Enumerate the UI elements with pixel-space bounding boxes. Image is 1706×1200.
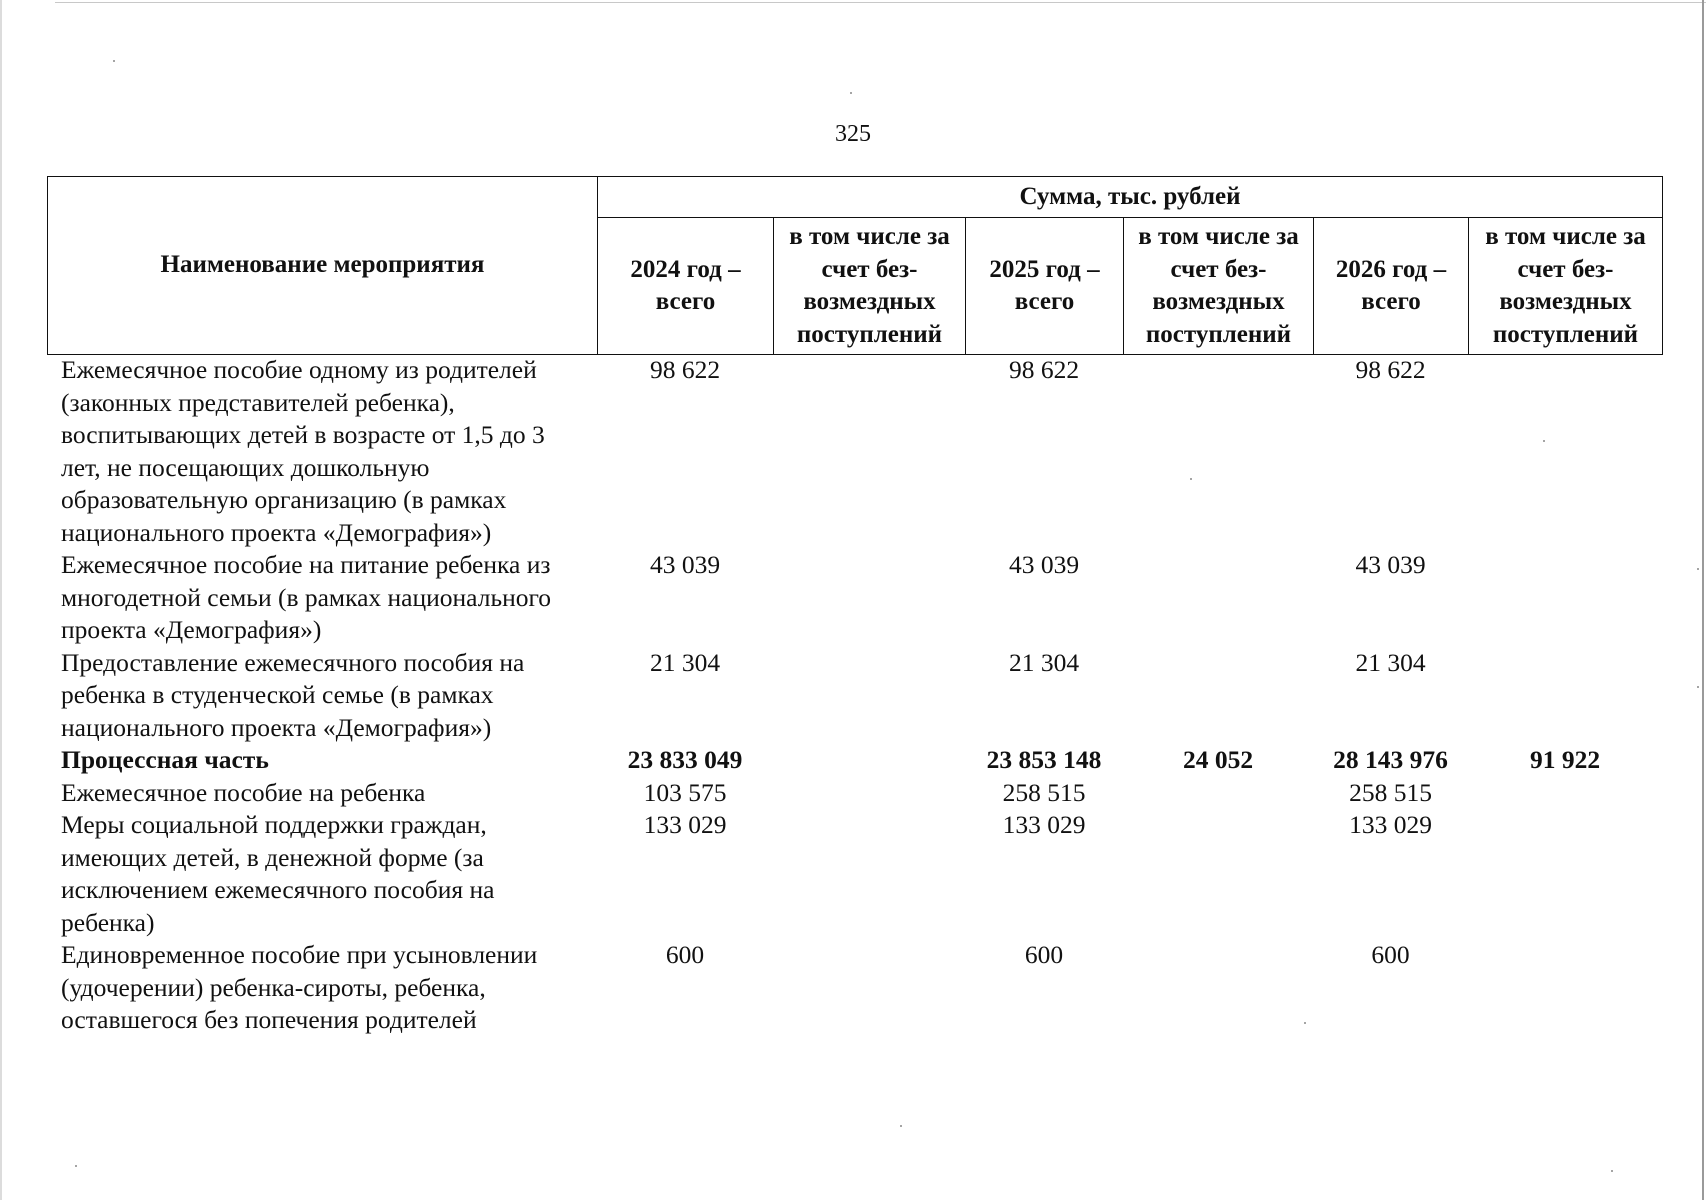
column-header-2025-gratuitous: в том числе за счет без-возмездных поступлений xyxy=(1124,218,1314,355)
cell-2026-gratuitous xyxy=(1468,647,1662,745)
cell-2026-gratuitous: 91 922 xyxy=(1529,745,1601,774)
column-header-name: Наименование мероприятия xyxy=(48,177,598,355)
cell-2026-total: 21 304 xyxy=(1355,647,1426,677)
cell-2025-total: 43 039 xyxy=(1008,550,1080,579)
cell-2025-total: 133 029 xyxy=(1002,810,1086,839)
table-body xyxy=(47,354,1662,1037)
scan-speck xyxy=(75,1165,77,1167)
row-name: Ежемесячное пособие на ребенка xyxy=(61,777,426,807)
cell-2024-gratuitous xyxy=(773,809,965,939)
column-header-2024-gratuitous: в том числе за счет без-возмездных поступлений xyxy=(774,218,966,355)
page-border-top xyxy=(55,2,1706,3)
cell-2024-total: 133 029 xyxy=(643,810,727,839)
cell-2024-total: 600 xyxy=(665,940,705,969)
cell-2025-total: 258 515 xyxy=(1002,777,1086,807)
row-name: Ежемесячное пособие на питание ребенка из многодетной семьи (в рамках национального проекта «Демография») xyxy=(61,550,552,644)
table-row xyxy=(47,939,1662,1037)
page-number: 325 xyxy=(835,121,871,147)
cell-2026-gratuitous xyxy=(1468,354,1662,549)
cell-2026-gratuitous xyxy=(1468,809,1662,939)
scan-speck xyxy=(1190,478,1192,480)
cell-2024-total: 23 833 049 xyxy=(627,745,743,774)
table-row xyxy=(47,354,1662,549)
cell-2025-total: 600 xyxy=(1024,940,1064,969)
page-border-left xyxy=(0,0,2,1200)
cell-2025-total: 21 304 xyxy=(1008,647,1080,677)
cell-2024-total: 43 039 xyxy=(649,550,721,579)
table-header xyxy=(47,176,1663,355)
cell-2026-total: 43 039 xyxy=(1355,550,1426,579)
table-row xyxy=(47,777,1662,810)
page-border-right xyxy=(1702,0,1704,1200)
cell-2025-gratuitous xyxy=(1123,809,1313,939)
cell-2026-total: 28 143 976 xyxy=(1333,745,1448,774)
row-name: Процессная часть xyxy=(61,745,269,774)
scan-speck xyxy=(1304,1022,1306,1024)
cell-2024-gratuitous xyxy=(773,939,965,1037)
scan-speck xyxy=(1697,568,1699,570)
table-row xyxy=(47,647,1662,745)
row-name: Меры социальной поддержки граждан, имеющих детей, в денежной форме (за исключением ежемесячного пособия на ребенка) xyxy=(61,810,495,937)
cell-2025-gratuitous xyxy=(1123,647,1313,745)
scan-speck xyxy=(900,1125,902,1127)
cell-2025-gratuitous xyxy=(1123,549,1313,647)
cell-2024-gratuitous xyxy=(773,647,965,745)
column-group-header-sum: Сумма, тыс. рублей xyxy=(598,177,1663,218)
cell-2025-gratuitous xyxy=(1123,939,1313,1037)
column-header-2026-total: 2026 год – всего xyxy=(1314,218,1469,355)
column-header-2025-total: 2025 год – всего xyxy=(966,218,1124,355)
cell-2026-total: 600 xyxy=(1371,940,1410,969)
cell-2024-gratuitous xyxy=(773,744,965,777)
scan-speck xyxy=(1697,686,1699,688)
cell-2025-gratuitous: 24 052 xyxy=(1182,745,1254,774)
cell-2026-total: 133 029 xyxy=(1349,810,1432,839)
cell-2026-gratuitous xyxy=(1468,777,1662,810)
cell-2026-gratuitous xyxy=(1468,549,1662,647)
scan-speck xyxy=(1611,1170,1613,1172)
cell-2026-total: 258 515 xyxy=(1349,777,1432,807)
table-row xyxy=(47,549,1662,647)
cell-2026-gratuitous xyxy=(1468,939,1662,1037)
cell-2026-total: 98 622 xyxy=(1355,355,1426,384)
table-row xyxy=(47,809,1662,939)
cell-2024-gratuitous xyxy=(773,549,965,647)
column-header-2024-total: 2024 год – всего xyxy=(598,218,774,355)
scan-speck xyxy=(850,92,852,94)
cell-2024-total: 98 622 xyxy=(649,355,721,384)
cell-2024-gratuitous xyxy=(773,777,965,810)
cell-2025-total: 23 853 148 xyxy=(986,745,1102,774)
table-row-section-total xyxy=(47,744,1662,777)
cell-2024-total: 103 575 xyxy=(643,777,727,807)
cell-2025-gratuitous xyxy=(1123,354,1313,549)
scan-speck xyxy=(113,60,115,62)
row-name: Предоставление ежемесячного пособия на ребенка в студенческой семье (в рамках национального проекта «Демография») xyxy=(61,647,525,742)
scan-speck xyxy=(1543,440,1545,442)
cell-2024-gratuitous xyxy=(773,354,965,549)
cell-2025-gratuitous xyxy=(1123,777,1313,810)
cell-2025-total: 98 622 xyxy=(1008,355,1080,384)
row-name: Ежемесячное пособие одному из родителей (законных представителей ребенка), воспитывающих детей в возрасте от 1,5 до 3 лет, не посещающих дошкольную образовательную организацию (в рамках национального проекта «Демография») xyxy=(61,355,545,547)
cell-2024-total: 21 304 xyxy=(649,647,721,677)
column-header-2026-gratuitous: в том числе за счет без-возмездных поступлений xyxy=(1469,218,1663,355)
row-name: Единовременное пособие при усыновлении (удочерении) ребенка-сироты, ребенка, оставшегося без попечения родителей xyxy=(61,940,538,1034)
